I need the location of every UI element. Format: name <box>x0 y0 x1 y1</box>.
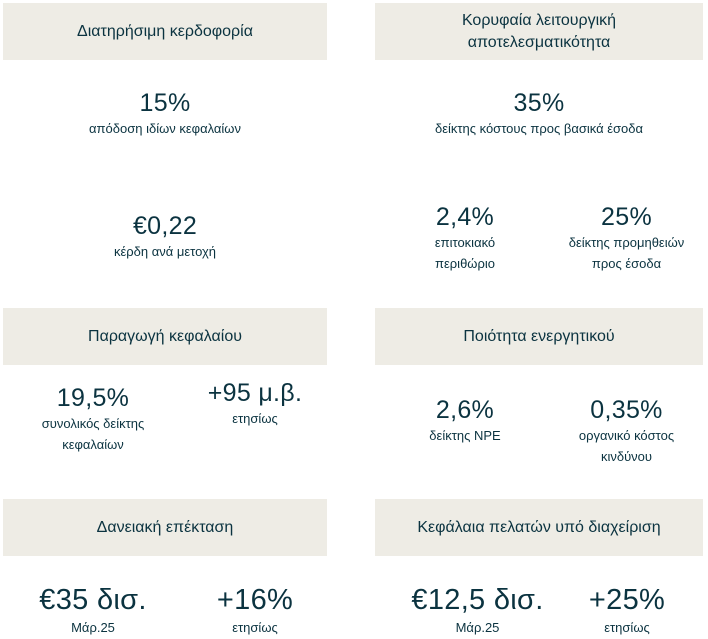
eps-label: κέρδη ανά μετοχή <box>113 244 217 259</box>
fee-income-label-line1: δείκτης προμηθειών <box>568 235 685 250</box>
capital-change-value: +95 μ.β. <box>207 379 303 407</box>
roe-value: 15% <box>139 89 191 117</box>
loans-growth-metric <box>175 583 335 638</box>
capital-title: Παραγωγή κεφαλαίου <box>88 327 242 345</box>
fee-income-metric <box>545 202 708 274</box>
nim-label-line1: επιτοκιακό <box>434 235 496 250</box>
nim-metric <box>385 202 545 274</box>
loans-growth-value: +16% <box>216 584 294 616</box>
aum-value: €12,5 δισ. <box>411 584 544 616</box>
efficiency-title-line2: αποτελεσματικότητα <box>467 33 611 51</box>
aum-header <box>375 499 703 556</box>
cost-income-label: δείκτης κόστους προς βασικά έσοδα <box>434 121 644 136</box>
capital-header <box>3 308 327 365</box>
nim-value: 2,4% <box>435 203 495 231</box>
cost-of-risk-value: 0,35% <box>590 396 663 424</box>
cost-of-risk-label-line1: οργανικό κόστος <box>578 428 675 443</box>
total-capital-label-line2: κεφαλαίων <box>62 437 124 452</box>
cost-income-value: 35% <box>513 89 565 117</box>
lending-header <box>3 499 327 556</box>
aum-growth-metric <box>547 583 707 638</box>
aum-label: Μάρ.25 <box>455 620 500 635</box>
asset-quality-title: Ποιότητα ενεργητικού <box>463 327 615 345</box>
loans-value: €35 δισ. <box>39 584 147 616</box>
npe-label: δείκτης NPE <box>429 428 501 443</box>
fee-income-label-line2: προς έσοδα <box>591 256 662 271</box>
lending-title: Δανειακή επέκταση <box>96 518 234 536</box>
eps-metric <box>3 211 327 262</box>
roe-label: απόδοση ιδίων κεφαλαίων <box>89 121 241 136</box>
cost-of-risk-metric <box>545 395 708 467</box>
capital-change-metric <box>175 378 335 429</box>
total-capital-metric <box>13 383 173 455</box>
nim-label-line2: περιθώριο <box>435 256 495 271</box>
efficiency-header <box>375 3 703 60</box>
fee-income-value: 25% <box>601 203 652 231</box>
aum-growth-label: ετησίως <box>604 620 650 635</box>
asset-quality-header <box>375 308 703 365</box>
total-capital-label-line1: συνολικός δείκτης <box>41 416 145 431</box>
npe-value: 2,6% <box>435 396 495 424</box>
loans-growth-label: ετησίως <box>232 620 278 635</box>
capital-change-label: ετησίως <box>232 411 278 426</box>
cost-of-risk-label-line2: κινδύνου <box>600 449 653 464</box>
aum-growth-value: +25% <box>588 584 666 616</box>
efficiency-title-line1: Κορυφαία λειτουργική <box>461 11 617 29</box>
npe-metric <box>385 395 545 446</box>
loans-metric <box>3 583 183 638</box>
profitability-title: Διατηρήσιμη κερδοφορία <box>77 22 253 40</box>
aum-title: Κεφάλαια πελατών υπό διαχείριση <box>417 518 661 536</box>
eps-value: €0,22 <box>132 212 198 240</box>
loans-label: Μάρ.25 <box>71 620 115 635</box>
total-capital-value: 19,5% <box>56 384 130 412</box>
cost-income-metric <box>375 88 703 139</box>
profitability-header <box>3 3 327 60</box>
roe-metric <box>3 88 327 139</box>
